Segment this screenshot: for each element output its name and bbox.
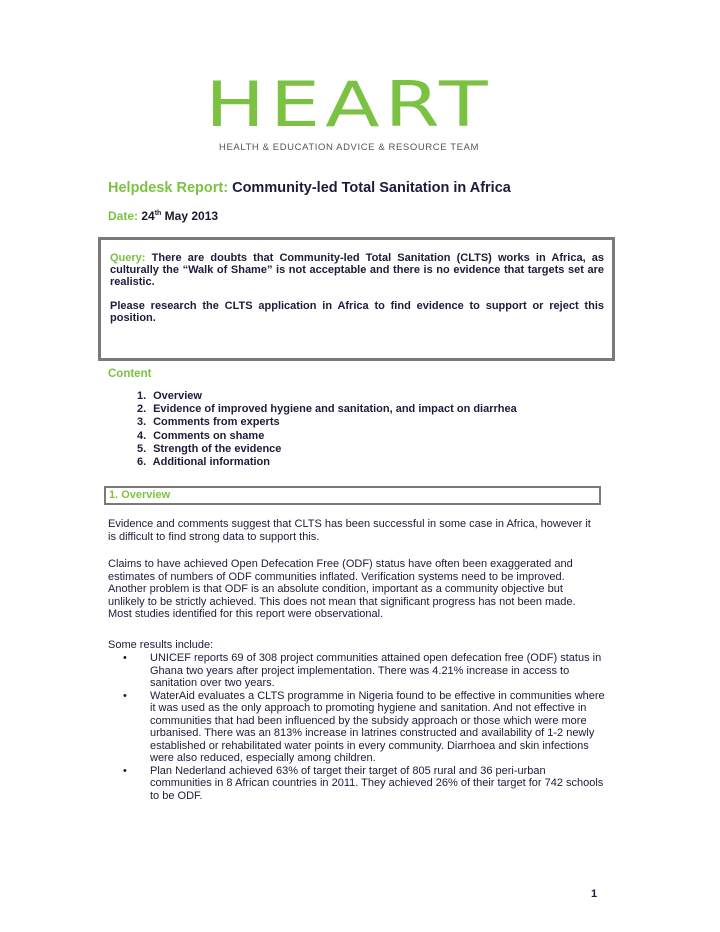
toc-item[interactable] (137, 390, 517, 403)
toc-item[interactable] (137, 416, 517, 429)
toc-item[interactable] (137, 403, 517, 416)
toc-item[interactable] (137, 443, 517, 456)
toc-item-label: Comments on shame (153, 429, 265, 442)
toc-item-number: 4. (137, 429, 147, 442)
table-of-contents (137, 390, 517, 469)
toc-item-label: Comments from experts (153, 416, 280, 429)
query-request: Please research the CLTS application in Africa to find evidence to support or reject this position. (110, 300, 604, 324)
report-title (108, 180, 511, 196)
page-number: 1 (591, 888, 598, 900)
report-title-label: Helpdesk Report: (108, 180, 229, 196)
section-heading-text: 1. Overview (109, 489, 171, 501)
toc-item-label: Strength of the evidence (153, 442, 282, 455)
bullet-icon: • (123, 689, 127, 702)
date-day: 24 (141, 209, 155, 223)
overview-paragraph: Evidence and comments suggest that CLTS has been successful in some case in Africa, however it is difficult to find strong data to support this. (108, 518, 591, 543)
results-list (108, 652, 608, 802)
heart-logo (198, 68, 500, 153)
date-label: Date: (108, 209, 139, 223)
toc-item[interactable] (137, 430, 517, 443)
logo-wordmark: HEART (205, 68, 493, 141)
toc-item-label: Evidence of improved hygiene and sanitation, and impact on diarrhea (153, 403, 517, 416)
toc-item-label: Overview (153, 390, 202, 402)
logo-tagline: HEALTH & EDUCATION ADVICE & RESOURCE TEAM (218, 142, 480, 153)
contents-heading: Content (108, 368, 152, 380)
section-heading-overview (104, 486, 601, 505)
bullet-icon: • (123, 764, 127, 777)
date-ordinal: th (154, 210, 162, 217)
result-item (108, 765, 608, 803)
toc-item-number: 6. (137, 456, 147, 469)
query-box (98, 237, 615, 361)
result-text: Plan Nederland achieved 63% of target their target of 805 rural and 36 peri-urban communities in 8 African countries in 2011. They achieved 26% of their target for 742 schools to be ODF. (150, 764, 604, 802)
bullet-icon: • (123, 652, 127, 664)
report-date (108, 209, 218, 223)
result-text: WaterAid evaluates a CLTS programme in Nigeria found to be effective in communities where it was used as the only approach to promoting hygiene and sanitation. And not effective in communities that had been influenced by the subsidy approach or those which were more urbanised. There was an 813% increase in latrines constructed and availability of 1-2 newly established or rehabilitated water points in every community. Diarrhoea and skin infections were also reduced, especially among children. (150, 689, 605, 764)
date-month-year: May 2013 (164, 209, 219, 223)
toc-item-number: 5. (137, 442, 147, 455)
query-text: There are doubts that Community-led Total Sanitation (CLTS) works in Africa, as culturally the “Walk of Shame” is not acceptable and there is no evidence that targets set are realistic. (110, 252, 605, 288)
toc-item-number: 3. (137, 416, 147, 429)
toc-item-number: 1. (137, 390, 147, 402)
toc-item-label: Additional information (152, 456, 270, 469)
results-intro: Some results include: (108, 639, 214, 651)
result-item (108, 652, 608, 690)
result-item (108, 690, 608, 765)
overview-paragraph: Claims to have achieved Open Defecation Free (ODF) status have often been exaggerated and estimates of numbers of ODF communities inflated. Verification systems need to be improved. Another problem is that ODF is an absolute condition, important as a community objective but unlikely to be strictly achieved. This does not mean that significant progress has not been made. Most studies identified for this report were observational. (108, 558, 576, 620)
query-label: Query: (110, 252, 146, 264)
toc-item[interactable] (137, 456, 517, 469)
report-title-text: Community-led Total Sanitation in Africa (232, 180, 511, 196)
result-text: UNICEF reports 69 of 308 project communities attained open defecation free (ODF) status in Ghana two years after project implementation. There was 4.21% increase in access to sanitation over two years. (150, 652, 602, 689)
toc-item-number: 2. (137, 403, 147, 416)
query-text-paragraph (110, 252, 604, 288)
